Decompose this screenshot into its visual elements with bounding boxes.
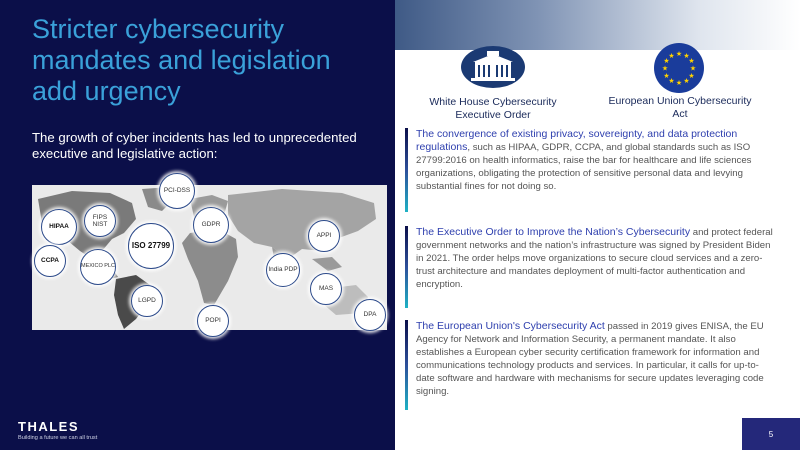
paragraph-body: passed in 2019 gives ENISA, the EU Agency for Network and Information Security, a permanent mandate. It also establishes a European cyber security certification framework for information and communications technology products and services. In particular, it calls for up-to-date software and hardware with mechanisms for secure updates leveraging code signing. — [416, 321, 764, 397]
map-badge: MEXICO PLC — [80, 249, 116, 285]
svg-text:★: ★ — [683, 77, 690, 85]
svg-text:★: ★ — [663, 72, 670, 80]
accent-bar — [405, 320, 408, 410]
svg-text:★: ★ — [683, 52, 690, 60]
map-badge: APPI — [308, 220, 340, 252]
svg-text:★: ★ — [675, 79, 683, 87]
page-number: 5 — [742, 418, 800, 450]
svg-text:★: ★ — [668, 77, 675, 85]
map-badge: ISO 27799 — [128, 223, 174, 269]
svg-text:★: ★ — [688, 72, 695, 80]
paragraph-lead: The convergence of existing privacy, sovereignty, and data protection regulations — [416, 128, 738, 153]
paragraph-lead: The European Union's Cybersecurity Act — [416, 320, 605, 332]
svg-text:★: ★ — [688, 57, 695, 65]
paragraph-body: and protect federal government networks and the nation’s infrastructure was signed by President Biden in 2021. The order helps move organizations to secure cloud services and a zero-trust architecture and mandates deployment of multi-factor authentication and encryption. — [416, 227, 773, 290]
regulation-paragraph — [405, 226, 773, 308]
map-badge: CCPA — [34, 245, 66, 277]
map-badge: POPI — [197, 305, 229, 337]
accent-bar — [405, 128, 408, 212]
accent-bar — [405, 226, 408, 308]
paragraph-body: , such as HIPAA, GDPR, CCPA, and global standards such as ISO 27799:2016 on health informatics, raise the bar for healthcare and life sciences organizations, obligating the protection of sensitive personal data and levying substantial fines for not doing so. — [416, 142, 752, 192]
regulation-paragraph — [405, 320, 773, 410]
logo-tagline: Building a future we can all trust — [18, 435, 98, 441]
map-badge: HIPAA — [41, 209, 77, 245]
header-gradient — [395, 0, 800, 50]
regulation-paragraph — [405, 128, 773, 212]
eu-flag-icon — [654, 43, 704, 93]
map-badge: GDPR — [193, 207, 229, 243]
eu-act-label: European Union Cybersecurity Act — [608, 95, 752, 120]
svg-text:★: ★ — [668, 52, 675, 60]
map-badge: PCI-DSS — [159, 173, 195, 209]
svg-text:★: ★ — [663, 57, 670, 65]
map-badge: DPA — [354, 299, 386, 331]
world-regulation-map — [32, 185, 387, 330]
map-badge: MAS — [310, 273, 342, 305]
svg-text:★: ★ — [675, 50, 683, 58]
map-badge: India PDP — [266, 253, 300, 287]
logo-name: THALES — [18, 419, 79, 434]
paragraph-lead: The Executive Order to Improve the Nation’s Cybersecurity — [416, 226, 691, 238]
map-badge: FIPS NIST — [84, 205, 116, 237]
slide-subtitle: The growth of cyber incidents has led to unprecedented executive and legislative action: — [32, 130, 357, 161]
white-house-icon — [461, 46, 525, 88]
white-house-label: White House Cybersecurity Executive Order — [429, 96, 557, 121]
map-badge: LGPD — [131, 285, 163, 317]
svg-text:★: ★ — [689, 64, 697, 73]
svg-text:★: ★ — [661, 64, 669, 73]
thales-logo — [18, 420, 97, 441]
slide-title: Stricter cybersecurity mandates and legislation add urgency — [32, 14, 331, 106]
